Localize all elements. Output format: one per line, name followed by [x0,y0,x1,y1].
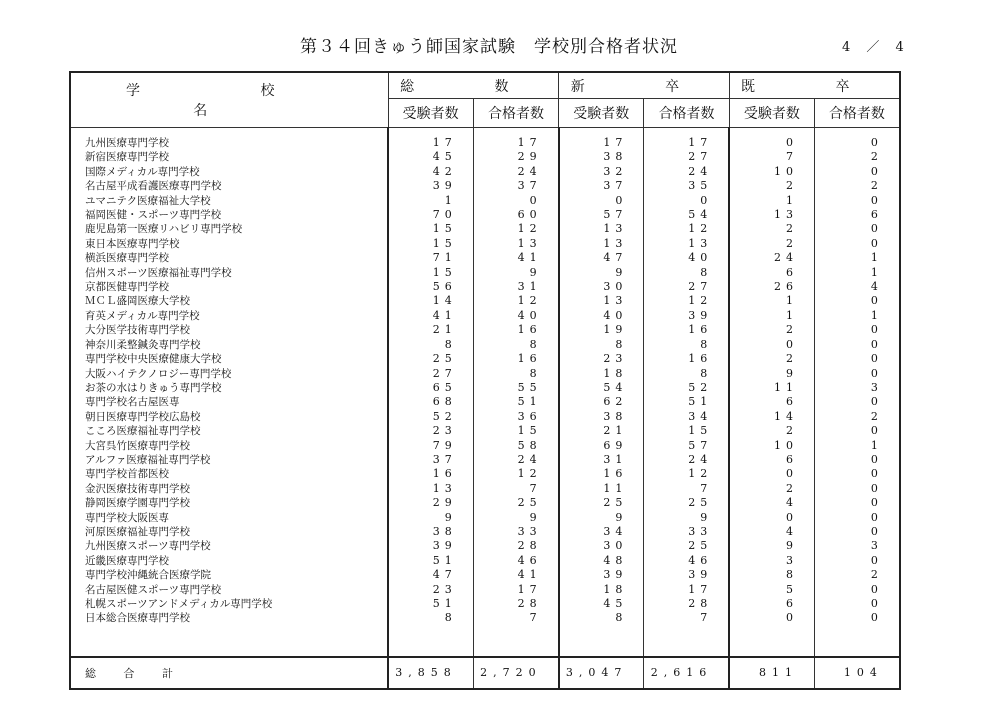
table-row [70,611,900,625]
total-cell: 3,047 [559,657,644,689]
count-cell: 9 [644,511,729,525]
school-name: 札幌スポーツアンドメディカル専門学校 [85,598,273,610]
count-cell: 11 [729,381,814,395]
table-row [70,237,900,251]
count-cell: 41 [473,568,558,582]
count-cell: 0 [815,237,900,251]
school-name: お茶の水はりきゅう専門学校 [85,381,222,394]
count-cell: 9 [559,266,644,280]
school-name: 名古屋平成看護医療専門学校 [85,180,222,193]
count-cell: 26 [729,280,814,294]
table-row [70,266,900,280]
count-cell: 47 [388,568,473,582]
grand-total-label: 総 合 計 [70,657,388,689]
count-cell: 15 [644,424,729,438]
count-cell: 13 [559,222,644,236]
count-cell: 32 [559,165,644,179]
school-name: ユマニテク医療福祉大学校 [85,194,211,207]
count-cell: 7 [729,150,814,164]
count-cell: 6 [729,395,814,409]
count-cell: 10 [729,439,814,453]
count-cell: 27 [644,150,729,164]
count-cell: 6 [815,208,900,222]
count-cell: 2 [729,237,814,251]
count-cell: 16 [559,467,644,481]
count-cell: 38 [388,525,473,539]
school-name: 東日本医療専門学校 [85,237,180,250]
count-cell: 17 [473,136,558,150]
table-row [70,367,900,381]
table-row [70,467,900,481]
count-cell: 48 [559,554,644,568]
count-cell: 0 [815,583,900,597]
count-cell: 33 [644,525,729,539]
count-cell: 24 [473,453,558,467]
count-cell: 56 [388,280,473,294]
count-cell: 21 [388,323,473,337]
count-cell: 0 [729,136,814,150]
school-name: 京都医健専門学校 [85,281,169,294]
count-cell: 29 [473,150,558,164]
count-cell: 15 [388,237,473,251]
count-cell: 0 [815,611,900,625]
count-cell: 21 [559,424,644,438]
count-cell: 7 [473,482,558,496]
count-cell: 0 [729,511,814,525]
count-cell: 35 [644,179,729,193]
count-cell: 0 [815,511,900,525]
total-cell: 811 [729,657,814,689]
count-cell: 0 [559,194,644,208]
count-cell: 31 [473,280,558,294]
table-row [70,381,900,395]
count-cell: 11 [559,482,644,496]
count-cell: 24 [644,453,729,467]
table-row [70,179,900,193]
school-name: こころ医療福祉専門学校 [85,425,201,438]
count-cell: 41 [473,251,558,265]
school-name: アルファ医療福祉専門学校 [85,453,211,466]
school-name: 日本総合医療専門学校 [85,612,190,625]
count-cell: 1 [815,266,900,280]
count-cell: 41 [388,309,473,323]
school-name: 福岡医健・スポーツ専門学校 [85,209,222,222]
school-name: 九州医療専門学校 [85,137,169,149]
count-cell: 16 [388,467,473,481]
total-cell: 2,720 [473,657,558,689]
count-cell: 79 [388,439,473,453]
count-cell: 8 [644,266,729,280]
count-cell: 24 [644,165,729,179]
table-row [70,439,900,453]
count-cell: 15 [388,222,473,236]
school-name: 国際メディカル専門学校 [85,165,200,178]
table-row [70,251,900,265]
count-cell: 36 [473,410,558,424]
school-name: 大分医学技術専門学校 [85,324,190,337]
count-cell: 13 [388,482,473,496]
count-cell: 34 [644,410,729,424]
count-cell: 8 [559,611,644,625]
school-name: 近畿医療専門学校 [85,554,169,567]
count-cell: 46 [473,554,558,568]
count-cell: 1 [815,309,900,323]
count-cell: 9 [388,511,473,525]
count-cell: 17 [644,136,729,150]
count-cell: 0 [815,597,900,611]
count-cell: 45 [559,597,644,611]
count-cell: 2 [729,323,814,337]
count-cell: 51 [388,597,473,611]
total-cell: 2,616 [644,657,729,689]
table-row [70,554,900,568]
sub-header-previous-examinees: 受験者数 [729,99,814,128]
table-row [70,410,900,424]
count-cell: 2 [729,222,814,236]
count-cell: 8 [644,367,729,381]
page-number: 4 ／ 4 [842,40,910,55]
school-name: 横浜医療専門学校 [85,252,169,265]
count-cell: 47 [559,251,644,265]
school-name: 新宿医療専門学校 [85,151,169,164]
count-cell: 12 [473,294,558,308]
sub-header-new-passed: 合格者数 [644,99,729,128]
table-row [70,165,900,179]
table-row [70,568,900,582]
count-cell: 0 [815,467,900,481]
count-cell: 17 [473,583,558,597]
count-cell: 0 [815,424,900,438]
count-cell: 1 [729,309,814,323]
count-cell: 40 [644,251,729,265]
count-cell: 0 [815,395,900,409]
count-cell: 68 [388,395,473,409]
count-cell: 4 [729,525,814,539]
count-cell: 23 [388,583,473,597]
table-row [70,583,900,597]
group-header-total: 総 数 [388,72,559,99]
count-cell: 12 [644,222,729,236]
count-cell: 17 [644,583,729,597]
spacer-row [70,626,900,657]
school-name: 育英メディカル専門学校 [85,309,200,322]
count-cell: 40 [559,309,644,323]
sub-header-total-examinees: 受験者数 [388,99,473,128]
table-row [70,338,900,352]
count-cell: 4 [815,280,900,294]
count-cell: 0 [815,525,900,539]
count-cell: 1 [388,194,473,208]
count-cell: 9 [559,511,644,525]
count-cell: 4 [729,496,814,510]
count-cell: 8 [559,338,644,352]
count-cell: 23 [388,424,473,438]
count-cell: 1 [729,294,814,308]
school-name: 専門学校沖縄統合医療学院 [85,569,211,582]
spacer-row [70,128,900,137]
count-cell: 2 [815,150,900,164]
count-cell: 39 [388,179,473,193]
count-cell: 39 [559,568,644,582]
table-row [70,597,900,611]
count-cell: 40 [473,309,558,323]
count-cell: 8 [473,367,558,381]
count-cell: 7 [473,611,558,625]
count-cell: 65 [388,381,473,395]
school-name: ＭＣＬ盛岡医療大学校 [85,295,190,308]
count-cell: 14 [388,294,473,308]
count-cell: 28 [644,597,729,611]
count-cell: 52 [388,410,473,424]
count-cell: 69 [559,439,644,453]
page-title: 第３４回きゅう師国家試験 学校別合格者状況 [300,37,678,57]
count-cell: 9 [729,539,814,553]
count-cell: 6 [729,597,814,611]
table-row [70,194,900,208]
table-row [70,496,900,510]
school-name: 専門学校首都医校 [85,468,169,481]
count-cell: 62 [559,395,644,409]
sub-header-new-examinees: 受験者数 [559,99,644,128]
count-cell: 9 [473,266,558,280]
school-name: 朝日医療専門学校広島校 [85,410,201,423]
count-cell: 46 [644,554,729,568]
count-cell: 25 [388,352,473,366]
count-cell: 17 [559,136,644,150]
table-row [70,525,900,539]
count-cell: 3 [815,539,900,553]
school-name: 信州スポーツ医療福祉専門学校 [85,266,232,279]
count-cell: 60 [473,208,558,222]
sub-header-total-passed: 合格者数 [473,99,558,128]
count-cell: 6 [729,266,814,280]
count-cell: 8 [644,338,729,352]
total-cell: 3,858 [388,657,473,689]
count-cell: 6 [729,453,814,467]
count-cell: 30 [559,280,644,294]
count-cell: 2 [815,179,900,193]
count-cell: 0 [815,367,900,381]
count-cell: 10 [729,165,814,179]
count-cell: 13 [473,237,558,251]
count-cell: 2 [815,410,900,424]
table-row [70,280,900,294]
school-name: 専門学校中央医療健康大学校 [85,353,222,366]
count-cell: 8 [388,611,473,625]
count-cell: 13 [729,208,814,222]
count-cell: 13 [644,237,729,251]
count-cell: 0 [815,165,900,179]
school-name: 大阪ハイテクノロジー専門学校 [85,367,232,380]
table-row [70,136,900,150]
sub-header-previous-passed: 合格者数 [815,99,900,128]
count-cell: 0 [815,294,900,308]
table-row [70,309,900,323]
grand-total-row [70,657,900,689]
count-cell: 7 [644,611,729,625]
count-cell: 19 [559,323,644,337]
count-cell: 51 [473,395,558,409]
count-cell: 1 [815,439,900,453]
count-cell: 3 [815,381,900,395]
school-name: 専門学校大阪医専 [85,511,169,524]
count-cell: 16 [644,323,729,337]
count-cell: 2 [729,482,814,496]
count-cell: 12 [644,294,729,308]
count-cell: 0 [729,611,814,625]
school-name: 鹿児島第一医療リハビリ専門学校 [85,223,243,236]
count-cell: 42 [388,165,473,179]
count-cell: 8 [473,338,558,352]
table-row [70,352,900,366]
table-row [70,150,900,164]
table-row [70,511,900,525]
count-cell: 25 [644,496,729,510]
count-cell: 0 [815,453,900,467]
count-cell: 16 [473,323,558,337]
count-cell: 58 [473,439,558,453]
count-cell: 5 [729,583,814,597]
count-cell: 39 [644,309,729,323]
count-cell: 31 [559,453,644,467]
count-cell: 55 [473,381,558,395]
count-cell: 8 [388,338,473,352]
count-cell: 15 [388,266,473,280]
count-cell: 16 [473,352,558,366]
count-cell: 0 [644,194,729,208]
count-cell: 0 [815,194,900,208]
count-cell: 0 [815,338,900,352]
count-cell: 2 [729,352,814,366]
school-name: 神奈川柔整鍼灸専門学校 [85,338,201,351]
count-cell: 52 [644,381,729,395]
count-cell: 38 [559,150,644,164]
count-cell: 24 [729,251,814,265]
count-cell: 29 [388,496,473,510]
count-cell: 0 [473,194,558,208]
school-rows [70,128,900,657]
count-cell: 17 [388,136,473,150]
count-cell: 2 [729,179,814,193]
table-row [70,482,900,496]
count-cell: 37 [388,453,473,467]
group-header-previous-graduates: 既 卒 [729,72,900,99]
table-row [70,453,900,467]
count-cell: 30 [559,539,644,553]
count-cell: 1 [729,194,814,208]
count-cell: 57 [559,208,644,222]
school-name: 九州医療スポーツ専門学校 [85,540,211,553]
count-cell: 34 [559,525,644,539]
count-cell: 1 [815,251,900,265]
count-cell: 28 [473,539,558,553]
count-cell: 8 [729,568,814,582]
count-cell: 24 [473,165,558,179]
count-cell: 70 [388,208,473,222]
school-name: 金沢医療技術専門学校 [85,482,190,495]
table-row [70,323,900,337]
count-cell: 0 [815,323,900,337]
count-cell: 18 [559,583,644,597]
count-cell: 27 [388,367,473,381]
table-row [70,424,900,438]
count-cell: 7 [644,482,729,496]
total-cell: 104 [815,657,900,689]
count-cell: 2 [729,424,814,438]
count-cell: 2 [815,568,900,582]
count-cell: 0 [815,496,900,510]
count-cell: 13 [559,294,644,308]
count-cell: 13 [559,237,644,251]
table-row [70,294,900,308]
count-cell: 37 [473,179,558,193]
count-cell: 16 [644,352,729,366]
table-row [70,395,900,409]
count-cell: 25 [644,539,729,553]
count-cell: 15 [473,424,558,438]
count-cell: 23 [559,352,644,366]
count-cell: 71 [388,251,473,265]
count-cell: 38 [559,410,644,424]
results-table [69,71,901,690]
count-cell: 0 [815,352,900,366]
count-cell: 12 [644,467,729,481]
count-cell: 9 [473,511,558,525]
count-cell: 3 [729,554,814,568]
count-cell: 37 [559,179,644,193]
count-cell: 54 [644,208,729,222]
count-cell: 14 [729,410,814,424]
school-name: 名古屋医健スポーツ専門学校 [85,583,222,596]
count-cell: 25 [559,496,644,510]
count-cell: 45 [388,150,473,164]
school-name: 河原医療福祉専門学校 [85,525,190,538]
count-cell: 54 [559,381,644,395]
school-name: 専門学校名古屋医専 [85,396,180,409]
school-name: 静岡医療学園専門学校 [85,497,190,510]
count-cell: 51 [644,395,729,409]
count-cell: 33 [473,525,558,539]
count-cell: 0 [815,222,900,236]
count-cell: 39 [388,539,473,553]
school-name: 大宮呉竹医療専門学校 [85,439,190,452]
count-cell: 28 [473,597,558,611]
count-cell: 0 [729,338,814,352]
count-cell: 12 [473,467,558,481]
count-cell: 51 [388,554,473,568]
count-cell: 0 [729,467,814,481]
group-header-new-graduates: 新 卒 [559,72,730,99]
count-cell: 27 [644,280,729,294]
table-row [70,208,900,222]
count-cell: 0 [815,554,900,568]
table-row [70,539,900,553]
table-row [70,222,900,236]
count-cell: 9 [729,367,814,381]
school-name-header: 学 校 名 [70,72,388,128]
count-cell: 57 [644,439,729,453]
count-cell: 0 [815,136,900,150]
count-cell: 12 [473,222,558,236]
count-cell: 39 [644,568,729,582]
count-cell: 25 [473,496,558,510]
count-cell: 0 [815,482,900,496]
count-cell: 18 [559,367,644,381]
